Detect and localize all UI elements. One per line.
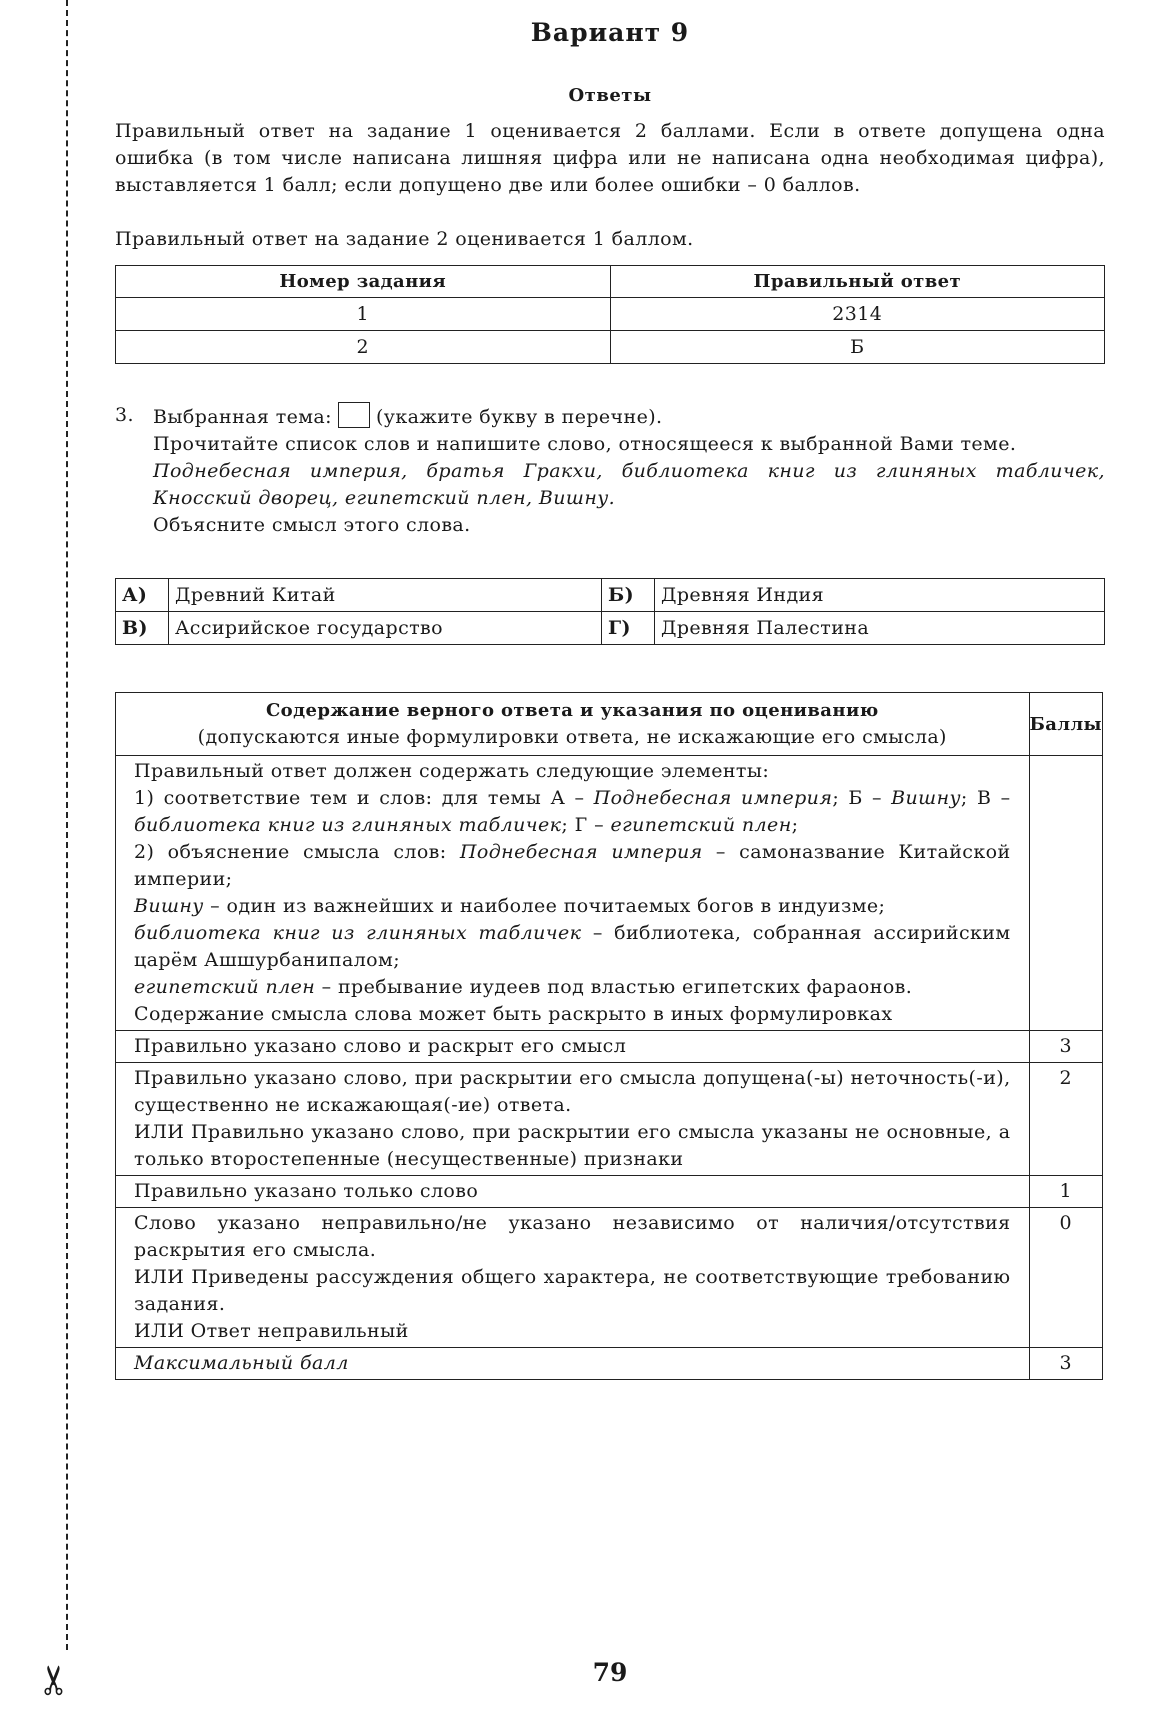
task-explain: Объясните смысл этого слова. <box>153 514 471 536</box>
content-line: Содержание смысла слова может быть раскрыто в иных формулировках <box>134 1003 893 1025</box>
task-instruction: Прочитайте список слов и напишите слово, относящееся к выбранной Вами теме. <box>153 433 1017 455</box>
answer-value: 2314 <box>610 298 1105 331</box>
content-line: библиотека книг из глиняных табличек – библиотека, собранная ассирийским царём Ашшурбанипалом; <box>134 922 1011 971</box>
answer-value: Б <box>610 331 1105 364</box>
answers-header-task: Номер задания <box>116 266 611 298</box>
answers-table <box>115 265 1105 364</box>
topic-letter: А) <box>116 579 169 612</box>
criterion-text: Слово указано неправильно/не указано независимо от наличия/отсутствия раскрытия его смысла. ИЛИ Приведены рассуждения общего характера, не соответствующие требованию задания. ИЛИ Ответ неправильный <box>116 1208 1030 1348</box>
page-title: Вариант 9 <box>530 18 690 47</box>
task-number: 3. <box>115 404 134 426</box>
table-row <box>116 298 1105 331</box>
content-line: 2) объяснение смысла слов: Поднебесная империя – самоназвание Китайской империи; <box>134 841 1011 890</box>
topic-name: Древняя Палестина <box>655 612 1105 645</box>
score-cell: 2 <box>1029 1063 1102 1176</box>
max-score-value: 3 <box>1029 1348 1102 1380</box>
table-row <box>116 1348 1103 1380</box>
criterion-text: Правильно указано слово и раскрыт его смысл <box>116 1031 1030 1063</box>
intro-paragraph-2: Правильный ответ на задание 2 оценивается 1 баллом. <box>115 228 694 250</box>
prompt-before: Выбранная тема: <box>153 406 332 428</box>
page-number: 79 <box>592 1658 628 1687</box>
table-row <box>116 1208 1103 1348</box>
content-line: 1) соответствие тем и слов: для темы А – Поднебесная империя; Б – Вишну; В – библиотека книг из глиняных табличек; Г – египетский плен; <box>134 787 1011 836</box>
topic-name: Древняя Индия <box>655 579 1105 612</box>
score-cell: 1 <box>1029 1176 1102 1208</box>
criteria-header-title: Содержание верного ответа и указания по оцениванию <box>265 700 879 721</box>
table-row <box>116 579 1105 612</box>
task-prompt <box>153 402 1105 431</box>
topic-letter: Г) <box>602 612 655 645</box>
criterion-text: Правильно указано слово, при раскрытии его смысла допущена(-ы) неточность(-и), существенно не искажающая(-ие) ответа. ИЛИ Правильно указано слово, при раскрытии его смысла указаны не основные, а только второстепенные (несущественные) признаки <box>116 1063 1030 1176</box>
criteria-header <box>116 693 1030 756</box>
criteria-table <box>115 692 1103 1380</box>
topic-name: Ассирийское государство <box>169 612 602 645</box>
answers-header-answer: Правильный ответ <box>610 266 1105 298</box>
word-list: Поднебесная империя, братья Гракхи, библиотека книг из глиняных табличек, Кносский дворец, египетский плен, Вишну. <box>153 460 1105 509</box>
task-3 <box>115 402 1105 539</box>
table-row <box>116 331 1105 364</box>
table-row <box>116 1063 1103 1176</box>
table-row <box>116 612 1105 645</box>
intro-paragraph-1: Правильный ответ на задание 1 оценивается 2 баллами. Если в ответе допущена одна ошибка (в том числе написана лишняя цифра или не написана одна необходимая цифра), выставляется 1 балл; если допущено две или более ошибки – 0 баллов. <box>115 120 1105 196</box>
score-cell: 3 <box>1029 1031 1102 1063</box>
table-row <box>116 1176 1103 1208</box>
max-score-label: Максимальный балл <box>116 1348 1030 1380</box>
content-line: египетский плен – пребывание иудеев под властью египетских фараонов. <box>134 976 913 998</box>
answer-task-number: 2 <box>116 331 611 364</box>
table-row <box>116 756 1103 1031</box>
answer-task-number: 1 <box>116 298 611 331</box>
cut-line <box>66 0 68 1650</box>
score-header: Баллы <box>1029 693 1102 756</box>
topic-name: Древний Китай <box>169 579 602 612</box>
scissors-icon: ✂ <box>31 1663 78 1697</box>
content-line: Правильный ответ должен содержать следующие элементы: <box>134 760 770 782</box>
prompt-after: (укажите букву в перечне). <box>375 406 663 428</box>
score-cell <box>1029 756 1102 1031</box>
score-cell: 0 <box>1029 1208 1102 1348</box>
topic-letter: Б) <box>602 579 655 612</box>
section-title: Ответы <box>568 85 652 106</box>
topic-letter-box <box>338 402 370 428</box>
content-line: Вишну – один из важнейших и наиболее почитаемых богов в индуизме; <box>134 895 886 917</box>
topic-letter: В) <box>116 612 169 645</box>
criterion-text: Правильно указано только слово <box>116 1176 1030 1208</box>
table-row <box>116 1031 1103 1063</box>
criteria-header-note: (допускаются иные формулировки ответа, не искажающие его смысла) <box>197 726 947 748</box>
criteria-content <box>116 756 1030 1031</box>
topics-table <box>115 578 1105 645</box>
